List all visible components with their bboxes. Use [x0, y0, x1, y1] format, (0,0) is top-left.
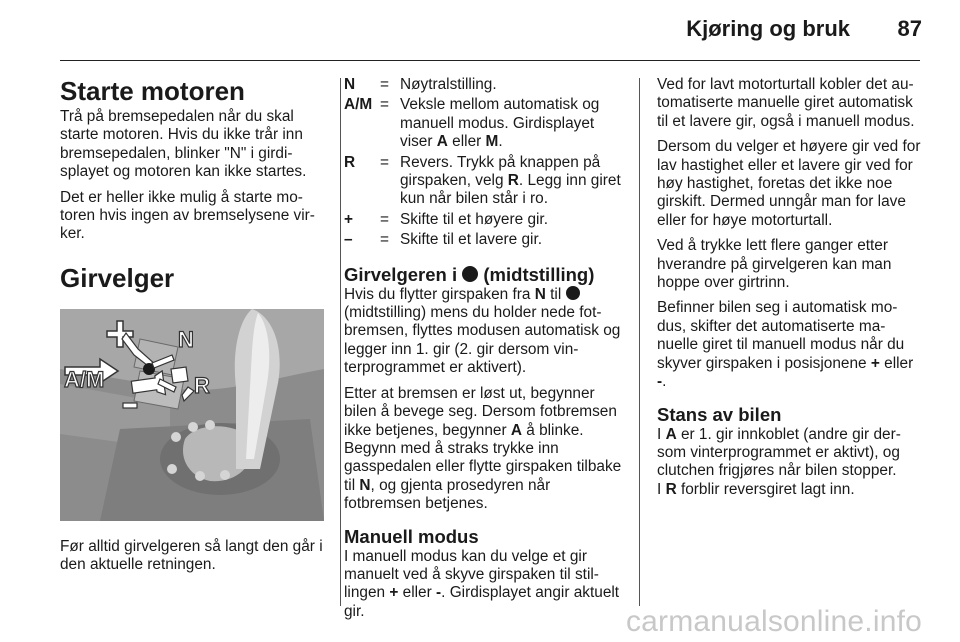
definition-value: Nøytralstilling.	[400, 76, 497, 93]
definition-equals: =	[380, 96, 389, 114]
definition-row	[344, 154, 622, 209]
definition-equals: =	[380, 210, 389, 228]
center-position-dot-icon	[462, 266, 478, 282]
definition-row	[344, 76, 622, 94]
column-divider	[340, 78, 341, 606]
center-position-dot-icon	[566, 286, 580, 300]
paragraph: Det er heller ikke mulig å starte motoren hvis ingen av bremselysene virker.	[60, 188, 315, 243]
definition-value: Revers. Trykk på knappen på girspaken, velg R. Legg inn giret kun når bilen står i ro.	[400, 153, 621, 208]
header-title: Kjøring og bruk	[686, 16, 850, 41]
definition-row	[344, 211, 622, 229]
definition-key: R	[344, 153, 356, 171]
definition-equals: =	[380, 76, 389, 93]
gear-position-definitions	[344, 76, 622, 250]
definition-value: Veksle mellom automatisk og manuell modus. Girdisplayet viser A eller M.	[400, 96, 600, 151]
page-header	[0, 0, 960, 60]
paragraph: Befinner bilen seg i automatisk modus, skifter det automatiserte manuelle giret til manuell modus når du skyver girspaken i posisjonene + eller -.	[657, 299, 914, 391]
figure-caption: Før alltid girvelgeren så langt den går i den aktuelle retningen.	[60, 537, 323, 574]
definition-value: Skifte til et høyere gir.	[400, 210, 548, 228]
watermark: carmanualsonline.info	[625, 605, 922, 638]
paragraph: I A er 1. gir innkoblet (andre gir dersom vinterprogrammet er aktivt), og clutchen frigjøres når bilen stopper.	[657, 425, 901, 480]
definition-key: A/M	[344, 96, 373, 114]
definition-row	[344, 231, 622, 249]
header-rule	[60, 60, 920, 61]
section-heading-starte-motoren: Starte motoren	[60, 76, 245, 106]
figure-label-r: R	[194, 372, 210, 398]
column-left	[60, 76, 326, 582]
definition-equals: =	[380, 231, 389, 249]
column-middle	[344, 76, 622, 628]
definition-key: +	[344, 210, 353, 228]
page-number: 87	[897, 16, 922, 41]
definition-row	[344, 96, 622, 151]
paragraph: I R forblir reversgiret lagt inn.	[657, 480, 855, 498]
column-right	[657, 76, 921, 506]
paragraph: Hvis du flytter girspaken fra N til (midtstilling) mens du holder nede fotbremsen, flyttes modusen automatisk og legger inn 1. gir (2. gir dersom vinterprogrammet er aktivert).	[344, 285, 621, 377]
definition-key: –	[344, 231, 353, 249]
figure-label-n: N	[178, 326, 194, 352]
definition-key: N	[344, 76, 356, 93]
paragraph: Ved å trykke lett flere ganger etter hverandre på girvelgeren kan man hoppe over girtrinn.	[657, 237, 892, 292]
gear-selector-drawing	[60, 309, 324, 521]
paragraph: Trå på bremsepedalen når du skal starte motoren. Hvis du ikke trår inn bremsepedalen, blinker "N" i girdisplayet og motoren kan ikke startes.	[60, 108, 307, 181]
definition-equals: =	[380, 153, 389, 171]
figure-label-am: A/M	[64, 366, 105, 392]
subheading-manuell-modus: Manuell modus	[344, 525, 479, 547]
subheading-midtstilling: Girvelgeren i (midtstilling)	[344, 263, 595, 285]
definition-value: Skifte til et lavere gir.	[400, 231, 542, 249]
paragraph: Dersom du velger et høyere gir ved for lav hastighet eller et lavere gir ved for høy hastighet, foretas det ikke noe girskift. Dermed unngår man for lave eller for høye motorturtall.	[657, 138, 921, 229]
paragraph: I manuell modus kan du velge et gir manuelt ved å skyve girspaken til stillingen + eller -. Girdisplayet angir aktuelt gir.	[344, 547, 620, 620]
paragraph: Ved for lavt motorturtall kobler det automatiserte manuelle giret automatisk til et lavere gir, også i manuell modus.	[657, 76, 915, 130]
section-heading-girvelger: Girvelger	[60, 262, 175, 293]
paragraph: Etter at bremsen er løst ut, begynner bilen å bevege seg. Dersom fotbremsen ikke betjenes, begynner A å blinke. Begynn med å straks trykke inn gasspedalen eller flytte girspaken tilbake til N, og gjenta prosedyren når fotbremsen betjenes.	[344, 384, 622, 513]
column-divider	[639, 78, 640, 606]
gear-selector-illustration	[60, 309, 324, 521]
subheading-stans-av-bilen: Stans av bilen	[657, 403, 782, 425]
